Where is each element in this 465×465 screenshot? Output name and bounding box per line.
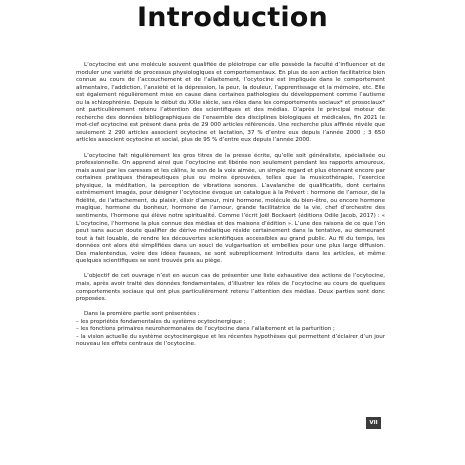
part-one-list [76,319,385,349]
list-intro: Dans la première partie sont présentées : [84,311,200,318]
list-item: – la vision actuelle du système ocytocinergique et les récentes hypothèses qui permettent d’éclairer d’un jour nouveau les effets centraux de l’ocytocine. [76,333,385,348]
list-item: – les fonctions primaires neurohormonales de l’ocytocine dans l’allaitement et la parturition ; [76,326,335,333]
paragraph-2: L’ocytocine fait régulièrement les gros titres de la presse écrite, qu’elle soit généraliste, spécialisée ou professionnelle. On apprend ainsi que l’ocytocine est libérée non seulement pendant les rapports amoureux, mais aussi par les caresses et les câlins, le son de la voix aimée, un simple regard et plus étonnant encore par certaines pratiques thérapeutiques plus ou moins éprouvées, telles que la musicothérapie, l’exercice physique, la méditation, la perception de vibrations sonores. L’avalanche de qualificatifs, dont certains extrêmement imagés, pour désigner l’ocytocine évoque un catalogue à la Prévert : hormone de l’amour, de la fidélité, de l’attachement, du plaisir, élixir d’amour, mini hormone, molécule du bien-être, ou encore hormone magique, hormone du bonheur, hormone de l’amour, grande facilitatrice de la vie, chef d’orchestre des sentiments, l’hormone qui élève notre spiritualité. Comme l’écrit Joël Bockaert (éditions Odile Jacob, 2017) : « L’ocytocine, l’hormone la plus connue des médias et des maisons d’édition ». L’une des raisons de ce que l’on peut sans aucun doute qualifier de dérive médiatique réside certainement dans la tentative, au demeurant tout à fait louable, de rendre les découvertes scientifiques accessibles au grand public. Au fil du temps, les données ont alors été simplifiées dans un souci de vulgarisation et embellies pour une plus large diffusion. Des malentendus, voire des idées fausses, se sont subrepticement introduits dans les articles, et même quelques scientifiques se sont trouvés pris au piège. [76,152,385,265]
list-item: – les propriétés fondamentales du système ocytocinergique ; [76,318,246,325]
page-number-badge: VII [366,417,381,429]
paragraph-1: L’ocytocine est une molécule souvent qualifiée de pléiotrope car elle possède la faculté d’influencer et de moduler une variété de processus physiologiques et comportementaux. En plus de son action facilitatrice bien connue au cours de l’accouchement et de l’allaitement, l’ocytocine est impliquée dans le comportement alimentaire, l’addiction, l’anxiété et la dépression, la peur, la douleur, l’apprentissage et la mémoire, etc. Elle est également régulièrement mise en cause dans certaines pathologies du développement comme l’autisme ou la schizophrénie. Depuis le début du XXIe siècle, ses rôles dans les comportements sociaux* et prosociaux* ont particulièrement retenu l’attention des scientifiques et des médias. D’après le principal moteur de recherche des données bibliographiques de l’ensemble des disciplines biologiques et médicales, fin 2021 le mot-clef ocytocine est présent dans près de 29 000 articles référencés. Une recherche plus affinée révèle que seulement 2 290 articles associent ocytocine et lactation, 37 % d’entre eux depuis l’année 2000 ; 3 650 articles associent ocytocine et social, plus de 95 % d’entre eux depuis l’année 2000. [76,62,385,144]
body-text [76,62,385,349]
chapter-title: Introduction [137,2,328,33]
paragraph-3: L’objectif de cet ouvrage n’est en aucun cas de présenter une liste exhaustive des actions de l’ocytocine, mais, après avoir traité des données fondamentales, d’illustrer les rôles de l’ocytocine au cours de quelques comportements sociaux qui ont plus particulièrement retenu l’attention des médias. Deux parties sont donc proposées. [76,273,385,303]
